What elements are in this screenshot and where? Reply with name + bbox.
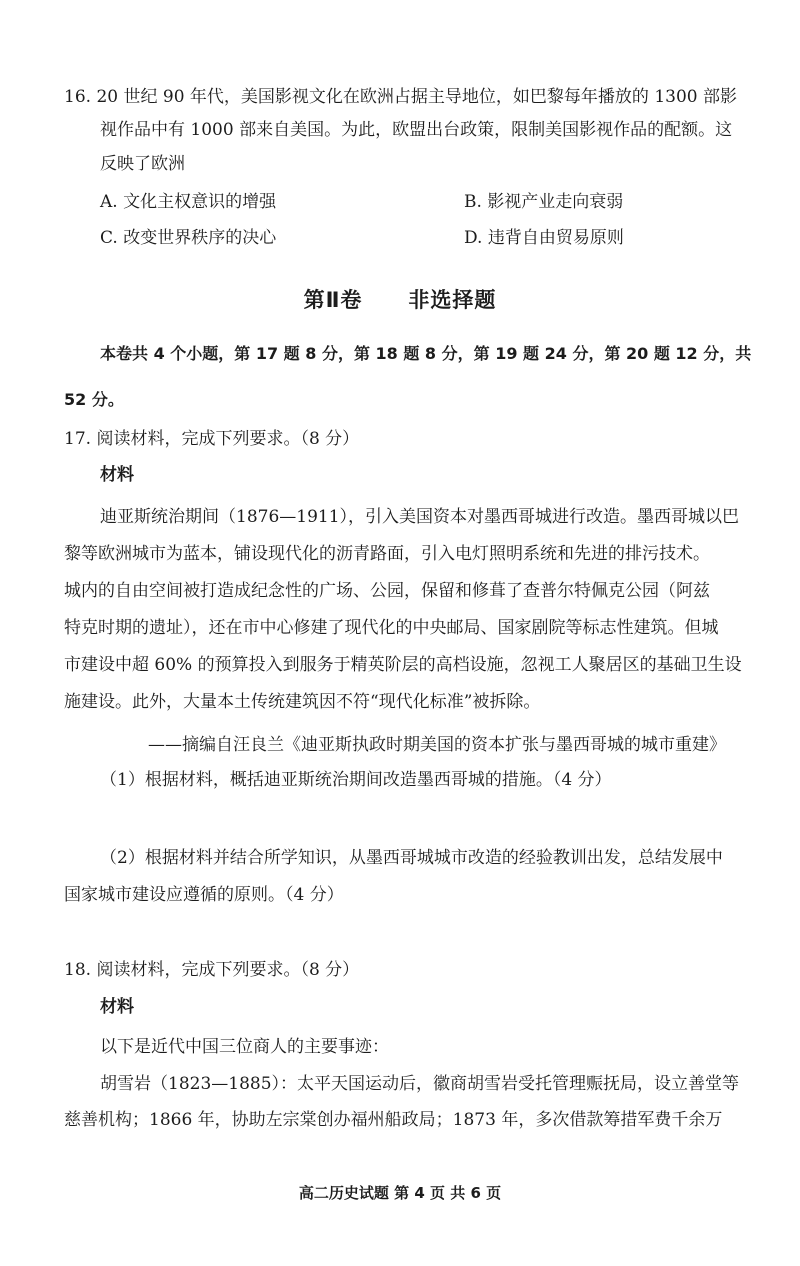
section-title-right: 非选择题 <box>408 288 497 312</box>
q17-passage-line-2: 黎等欧洲城市为蓝本，铺设现代化的沥青路面，引入电灯照明系统和先进的排污技术。 <box>64 544 710 564</box>
q17-material-label: 材料 <box>100 465 134 485</box>
q17-source: ——摘编自汪良兰《迪亚斯执政时期美国的资本扩张与墨西哥城的城市重建》 <box>148 735 726 755</box>
q16-option-b: B. 影视产业走向衰弱 <box>464 192 624 212</box>
q17-passage-line-6: 施建设。此外，大量本土传统建筑因不符“现代化标准”被拆除。 <box>64 692 541 712</box>
q16-stem-line-1: 16. 20 世纪 90 年代，美国影视文化在欧洲占据主导地位，如巴黎每年播放的 1300 部影 <box>64 87 737 107</box>
q16-option-c: C. 改变世界秩序的决心 <box>100 228 277 248</box>
q18-intro: 以下是近代中国三位商人的主要事迹： <box>100 1037 389 1057</box>
q18-material-label: 材料 <box>100 997 134 1017</box>
q17-stem: 17. 阅读材料，完成下列要求。（8 分） <box>64 429 360 449</box>
q17-sub-question-2-line-1: （2）根据材料并结合所学知识，从墨西哥城城市改造的经验教训出发，总结发展中 <box>100 848 723 868</box>
section-title-left: 第Ⅱ卷 <box>303 288 363 312</box>
q16-stem-line-3: 反映了欧洲 <box>100 154 185 174</box>
q16-option-a: A. 文化主权意识的增强 <box>100 192 277 212</box>
q17-passage-line-5: 市建设中超 60% 的预算投入到服务于精英阶层的高档设施，忽视工人聚居区的基础卫生设 <box>64 655 742 675</box>
section-instructions-line-2: 52 分。 <box>64 390 124 409</box>
q16-option-d: D. 违背自由贸易原则 <box>464 228 624 248</box>
q18-passage-line-1: 胡雪岩（1823—1885）：太平天国运动后，徽商胡雪岩受托管理赈抚局，设立善堂等 <box>100 1074 740 1094</box>
page-footer: 高二历史试题 第 4 页 共 6 页 <box>298 1184 502 1202</box>
q17-passage-line-3: 城内的自由空间被打造成纪念性的广场、公园，保留和修葺了查普尔特佩克公园（阿兹 <box>64 581 710 601</box>
q17-passage-line-4: 特克时期的遗址），还在市中心修建了现代化的中央邮局、国家剧院等标志性建筑。但城 <box>64 618 719 638</box>
q18-stem: 18. 阅读材料，完成下列要求。（8 分） <box>64 960 360 980</box>
section-title <box>0 284 800 314</box>
q17-passage-line-1: 迪亚斯统治期间（1876—1911），引入美国资本对墨西哥城进行改造。墨西哥城以巴 <box>100 507 740 527</box>
q17-sub-question-2-line-2: 国家城市建设应遵循的原则。（4 分） <box>64 885 344 905</box>
q16-stem-line-2: 视作品中有 1000 部来自美国。为此，欧盟出台政策，限制美国影视作品的配额。这 <box>100 120 733 140</box>
q17-sub-question-1: （1）根据材料，概括迪亚斯统治期间改造墨西哥城的措施。（4 分） <box>100 770 612 790</box>
section-instructions-line-1: 本卷共 4 个小题，第 17 题 8 分，第 18 题 8 分，第 19 题 24 分，第 20 题 12 分，共 <box>100 344 752 363</box>
q18-passage-line-2: 慈善机构；1866 年，协助左宗棠创办福州船政局；1873 年，多次借款筹措军费千余万 <box>64 1110 723 1130</box>
